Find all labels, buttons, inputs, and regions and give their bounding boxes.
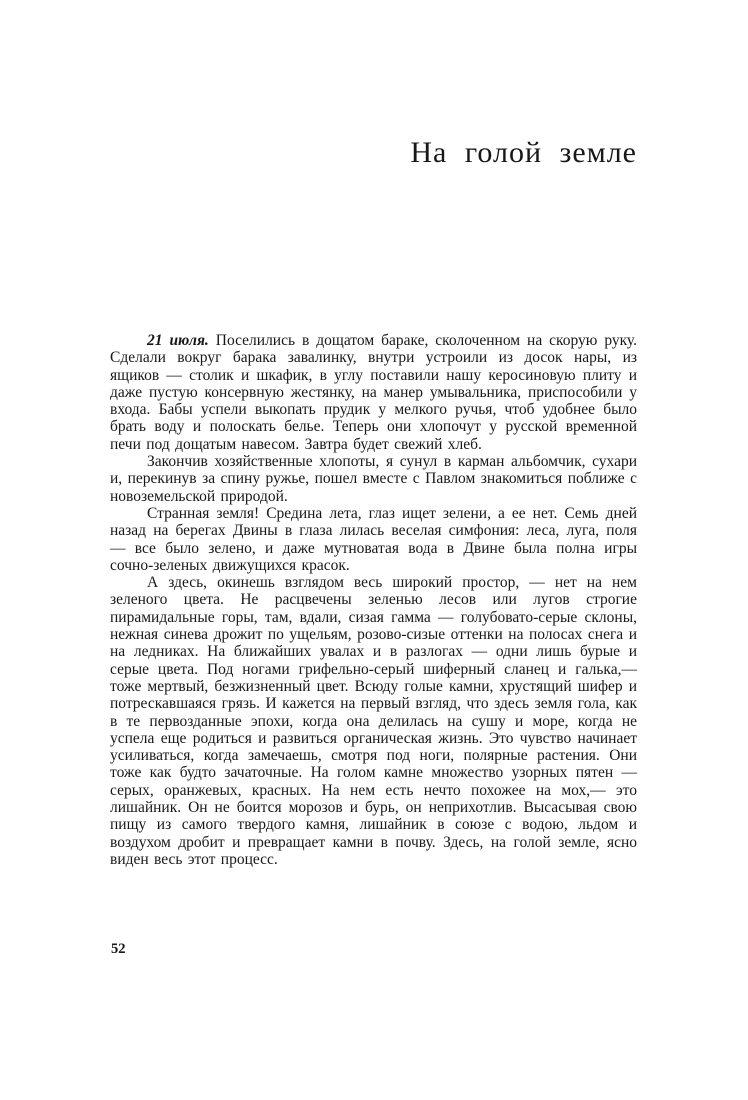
page-title: На голой земле — [410, 136, 637, 169]
paragraph: Закончив хозяйственные хлопоты, я сунул в карман альбомчик, сухари и, перекинув за спину ружье, пошел вместе с Павлом знакомиться поближе с новоземельской природой. — [110, 453, 637, 505]
paragraph: Странная земля! Средина лета, глаз ищет зелени, а ее нет. Семь дней назад на берегах Двины в глаза лилась веселая симфония: леса, луга, поля — все было зелено, и даже мутноватая вода в Двине была полна игры сочно-зеленых движущихся красок. — [110, 504, 637, 574]
page-number: 52 — [111, 941, 126, 957]
body-text — [110, 332, 637, 868]
paragraph: А здесь, окинешь взглядом весь широкий простор, — нет на нем зеленого цвета. Не расцвечены зеленью лесов или лугов строгие пирамидальные горы, там, вдали, сизая гамма — голубовато-серые склоны, нежная синева дрожит по ущельям, розово-сизые оттенки на полосах снега и на ледниках. На ближайших увалах и в разлогах — одни лишь бурые и серые цвета. Под ногами грифельно-серый шиферный сланец и галька,— тоже мертвый, безжизненный цвет. Всюду голые камни, хрустящий шифер и потрескавшаяся грязь. И кажется на первый взгляд, что здесь земля гола, как в те первозданные эпохи, когда она делилась на сушу и море, когда не успела еще родиться и развиться органическая жизнь. Это чувство начинает усиливаться, когда замечаешь, смотря под ноги, полярные растения. Они тоже как будто зачаточные. На голом камне множество узорных пятен — серых, оранжевых, красных. На нем есть нечто похожее на мох,— это лишайник. Он не боится морозов и бурь, он неприхотлив. Высасывая свою пищу из самого твердого камня, лишайник в союзе с водою, льдом и воздухом дробит и превращает камни в почву. Здесь, на голой земле, ясно виден весь этот процесс. — [110, 574, 637, 868]
paragraph: 21 июля. Поселились в дощатом бараке, сколоченном на скорую руку. Сделали вокруг барака завалинку, внутри устроили из досок нары, из ящиков — столик и шкафик, в углу поставили нашу керосиновую плиту и даже пустую консервную жестянку, на манер умывальника, приспособили у входа. Бабы успели выкопать прудик у мелкого ручья, чтоб удобнее было брать воду и полоскать белье. Теперь они хлопочут у русской временной печи под дощатым навесом. Завтра будет свежий хлеб. — [110, 332, 638, 453]
date-lead: 21 июля. — [147, 332, 209, 349]
